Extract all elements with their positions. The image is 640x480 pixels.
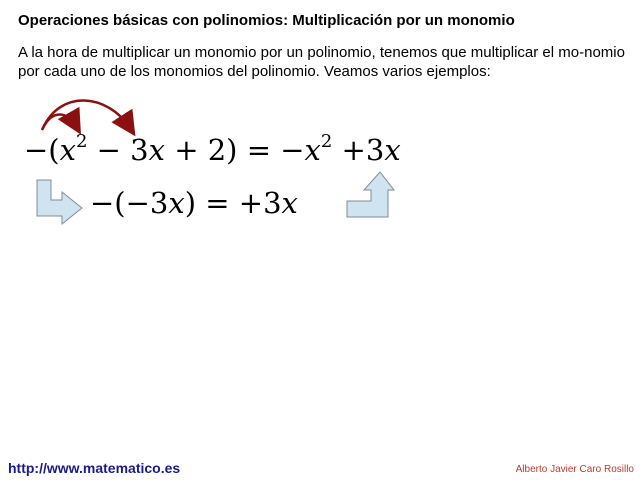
eq1-term3: + 2) = −: [164, 133, 305, 167]
eq1-x3: x: [304, 133, 321, 167]
eq2-x: x: [168, 186, 185, 220]
eq2-part2: ) = +3: [184, 186, 282, 220]
author-credit: Alberto Javier Caro Rosillo: [515, 464, 634, 475]
eq1-exp2: 2: [320, 131, 333, 152]
eq1-x4: x: [384, 133, 401, 167]
bent-arrow-right-up: [347, 172, 394, 217]
eq1-term4: +3: [332, 133, 385, 167]
eq2-x2: x: [281, 186, 298, 220]
eq1-open: −(: [24, 133, 60, 167]
eq1-exp: 2: [75, 131, 88, 152]
eq1-x2: x: [148, 133, 165, 167]
equation-line-2: [90, 186, 298, 220]
eq1-term2: − 3: [87, 133, 149, 167]
bent-arrow-down-right: [37, 180, 82, 224]
equation-line-1: [24, 131, 401, 167]
site-link[interactable]: http://www.matematico.es: [8, 460, 181, 476]
eq2-part1: −(−3: [90, 186, 169, 220]
eq1-x: x: [59, 133, 76, 167]
page-title: Operaciones básicas con polinomios: Multiplicación por un monomio: [18, 12, 515, 29]
intro-paragraph: A la hora de multiplicar un monomio por un polinomio, tenemos que multiplicar el mo-nomio por cada uno de los monomios del polinomio. Veamos varios ejemplos:: [18, 44, 625, 80]
